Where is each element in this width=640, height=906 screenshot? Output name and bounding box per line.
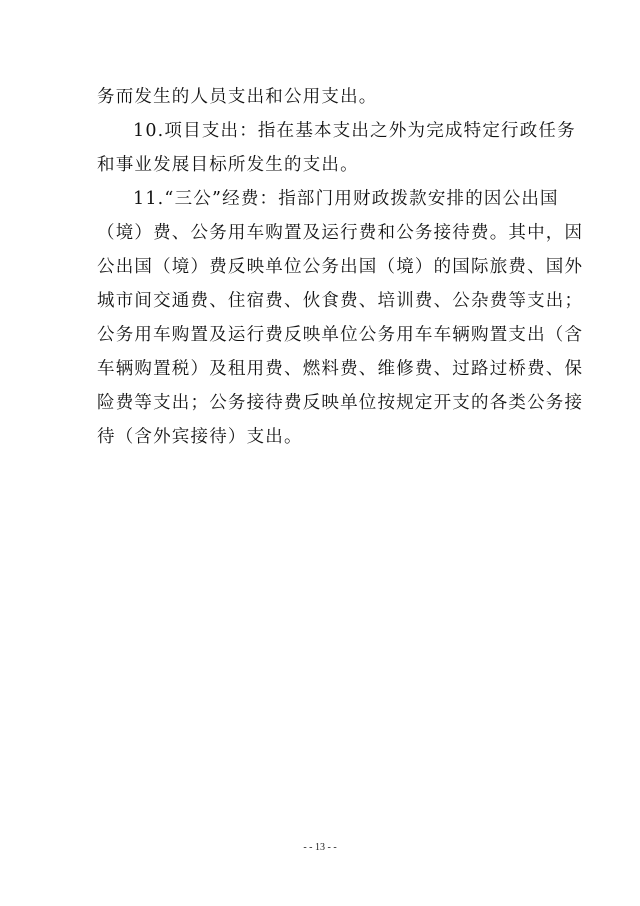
body-text-line: 险费等支出；公务接待费反映单位按规定开支的各类公务接 <box>97 393 584 413</box>
body-text-line: 务而发生的人员支出和公用支出。 <box>97 87 378 107</box>
item-10-heading-line: 10.项目支出：指在基本支出之外为完成特定行政任务 <box>133 121 576 141</box>
body-text-line: （境）费、公务用车购置及运行费和公务接待费。其中，因 <box>97 223 584 243</box>
body-text-line: 公务用车购置及运行费反映单位公务用车车辆购置支出（含 <box>97 325 584 345</box>
page-number: - - 13 - - <box>303 842 337 853</box>
body-text-line: 和事业发展目标所发生的支出。 <box>97 155 359 175</box>
body-text-line: 城市间交通费、住宿费、伙食费、培训费、公杂费等支出； <box>97 291 584 311</box>
body-text-line: 待（含外宾接待）支出。 <box>97 427 303 447</box>
item-11-heading-line: 11.“三公”经费：指部门用财政拨款安排的因公出国 <box>133 189 559 209</box>
body-text-line: 公出国（境）费反映单位公务出国（境）的国际旅费、国外 <box>97 257 584 277</box>
body-text-line: 车辆购置税）及租用费、燃料费、维修费、过路过桥费、保 <box>97 359 584 379</box>
